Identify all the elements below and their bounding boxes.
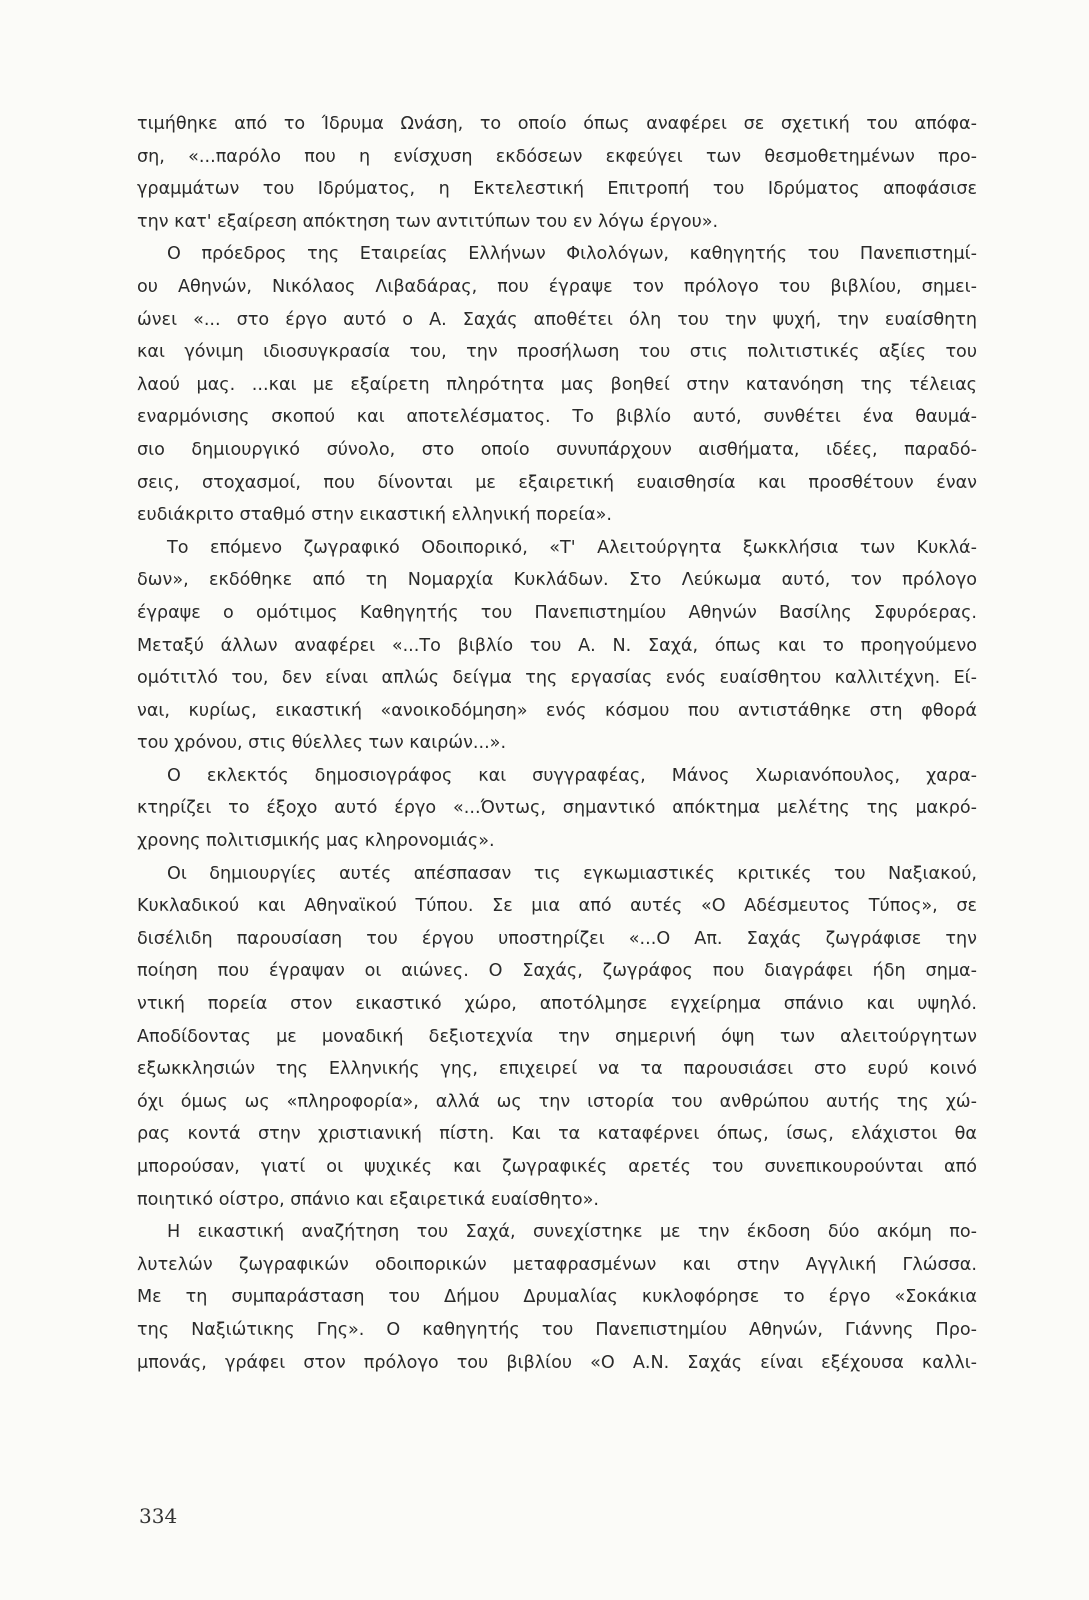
text-line: δων», εκδόθηκε από τη Νομαρχία Κυκλάδων. Στο Λεύκωμα αυτό, τον πρόλογο [137, 570, 977, 591]
text-line: του χρόνου, στις θύελλες των καιρών...». [137, 733, 507, 754]
text-line: μπορούσαν, γιατί οι ψυχικές και ζωγραφικές αρετές του συνεπικουρούνται από [137, 1157, 977, 1177]
text-line: όχι όμως ως «πληροφορία», αλλά ως την ιστορία του ανθρώπου αυτής της χώ- [137, 1091, 977, 1112]
text-line: ομότιτλό του, δεν είναι απλώς δείγμα της εργασίας ενός ευαίσθητου καλλιτέχνη. Εί- [137, 668, 977, 689]
text-line: σιο δημιουργικό σύνολο, στο οποίο συνυπάρχουν αισθήματα, ιδέες, παραδό- [137, 439, 977, 460]
text-line: ου Αθηνών, Νικόλαος Λιβαδάρας, που έγραψε τον πρόλογο του βιβλίου, σημει- [137, 276, 977, 297]
text-line: εξωκκλησιών της Ελληνικής γης, επιχειρεί να τα παρουσιάσει στο ευρύ κοινό [137, 1059, 977, 1080]
text-line: ποίηση που έγραψαν οι αιώνες. Ο Σαχάς, ζωγράφος που διαγράφει ήδη σημα- [137, 961, 977, 982]
text-line: έγραψε ο ομότιμος Καθηγητής του Πανεπιστημίου Αθηνών Βασίλης Σφυρόερας. [137, 602, 977, 623]
text-line: Μεταξύ άλλων αναφέρει «...Το βιβλίο του Α. Ν. Σαχά, όπως και το προηγούμενο [137, 635, 977, 656]
text-line: λυτελών ζωγραφικών οδοιπορικών μεταφρασμένων και στην Αγγλική Γλώσσα. [137, 1254, 977, 1275]
text-line: ση, «...παρόλο που η ενίσχυση εκδόσεων εκφεύγει των θεσμοθετημένων προ- [137, 146, 977, 167]
text-line: την κατ' εξαίρεση απόκτηση των αντιτύπων του εν λόγω έργου». [137, 211, 719, 232]
text-line: Το επόμενο ζωγραφικό Οδοιπορικό, «Τ' Αλειτούργητα ξωκκλήσια των Κυκλά- [167, 537, 977, 558]
text-line: εναρμόνισης σκοπού και αποτελέσματος. Το βιβλίο αυτό, συνθέτει ένα θαυμά- [137, 407, 977, 428]
text-line: τιμήθηκε από το Ίδρυμα Ωνάση, το οποίο όπως αναφέρει σε σχετική του απόφα- [137, 114, 977, 134]
text-line: Οι δημιουργίες αυτές απέσπασαν τις εγκωμιαστικές κριτικές του Ναξιακού, [167, 863, 977, 884]
text-line: μπονάς, γράφει στον πρόλογο του βιβλίου «Ο Α.Ν. Σαχάς είναι εξέχουσα καλλι- [137, 1352, 977, 1373]
page-number: 334 [139, 1504, 178, 1528]
text-line: Η εικαστική αναζήτηση του Σαχά, συνεχίστηκε με την έκδοση δύο ακόμη πο- [167, 1222, 977, 1243]
text-line: γραμμάτων του Ιδρύματος, η Εκτελεστική Επιτροπή του Ιδρύματος αποφάσισε [137, 179, 977, 200]
text-line: και γόνιμη ιδιοσυγκρασία του, την προσήλωση του στις πολιτιστικές αξίες του [137, 342, 977, 363]
text-line: λαού μας. ...και με εξαίρετη πληρότητα μας βοηθεί στην κατανόηση της τέλειας [137, 374, 977, 395]
text-line: της Ναξιώτικης Γης». Ο καθηγητής του Πανεπιστημίου Αθηνών, Γιάννης Προ- [137, 1319, 977, 1340]
text-line: ποιητικό οίστρο, σπάνιο και εξαιρετικά ευαίσθητο». [137, 1189, 599, 1210]
text-line: σεις, στοχασμοί, που δίνονται με εξαιρετική ευαισθησία και προσθέτουν έναν [137, 472, 977, 493]
text-line: κτηρίζει το έξοχο αυτό έργο «...Όντως, σημαντικό απόκτημα μελέτης της μακρό- [137, 798, 977, 819]
text-line: Με τη συμπαράσταση του Δήμου Δρυμαλίας κυκλοφόρησε το έργο «Σοκάκια [137, 1287, 977, 1308]
text-line: χρονης πολιτισμικής μας κληρονομιάς». [137, 831, 495, 852]
text-line: δισέλιδη παρουσίαση του έργου υποστηρίζει «...Ο Απ. Σαχάς ζωγράφισε την [137, 928, 977, 949]
text-line: ευδιάκριτο σταθμό στην εικαστική ελληνική πορεία». [137, 505, 612, 526]
body-text [137, 108, 977, 1379]
text-line: Αποδίδοντας με μοναδική δεξιοτεχνία την σημερινή όψη των αλειτούργητων [137, 1026, 977, 1047]
text-line: ώνει «... στο έργο αυτό ο Α. Σαχάς αποθέτει όλη του την ψυχή, την ευαίσθητη [137, 309, 977, 330]
text-line: Ο πρόεδρος της Εταιρείας Ελλήνων Φιλολόγων, καθηγητής του Πανεπιστημί- [167, 244, 977, 265]
text-line: ναι, κυρίως, εικαστική «ανοικοδόμηση» ενός κόσμου που αντιστάθηκε στη φθορά [137, 700, 977, 721]
text-line: Ο εκλεκτός δημοσιογράφος και συγγραφέας, Μάνος Χωριανόπουλος, χαρα- [167, 765, 977, 786]
text-line: ρας κοντά στην χριστιανική πίστη. Και τα καταφέρνει όπως, ίσως, ελάχιστοι θα [137, 1124, 977, 1145]
text-line: Κυκλαδικού και Αθηναϊκού Τύπου. Σε μια από αυτές «Ο Αδέσμευτος Τύπος», σε [137, 896, 977, 917]
text-line: ντική πορεία στον εικαστικό χώρο, αποτόλμησε εγχείρημα σπάνιο και υψηλό. [137, 994, 977, 1015]
